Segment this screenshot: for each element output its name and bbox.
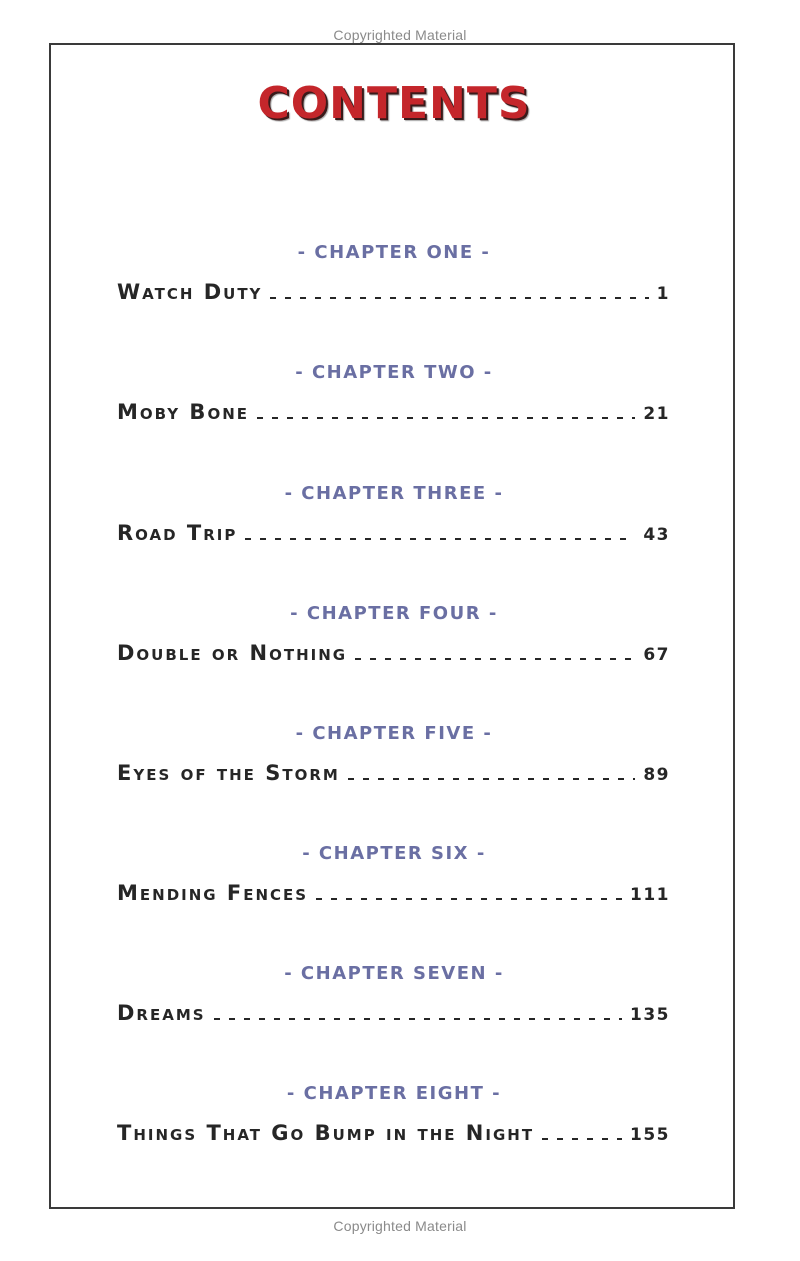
page-number: 1 (656, 284, 670, 304)
page-number: 155 (630, 1125, 670, 1145)
chapter-label: - CHAPTER EIGHT - (286, 1083, 502, 1104)
chapter-label: - CHAPTER TWO - (295, 362, 493, 383)
dot-leader (355, 658, 635, 660)
toc-line (117, 400, 670, 430)
chapter-label: - CHAPTER SEVEN - (284, 963, 504, 984)
toc-line (117, 1001, 670, 1031)
chapter-label: - CHAPTER SIX - (302, 843, 486, 864)
dot-leader (245, 538, 635, 540)
page-number: 89 (643, 765, 670, 785)
copyright-watermark-top: Copyrighted Material (333, 27, 467, 43)
toc-line (117, 280, 670, 310)
dot-leader (348, 778, 636, 780)
toc-line (117, 1121, 670, 1151)
page-frame (49, 43, 735, 1209)
page-number: 43 (643, 525, 670, 545)
chapter-title: Road Trip (117, 521, 238, 545)
chapter-label: - CHAPTER FIVE - (295, 723, 493, 744)
page-number: 135 (630, 1005, 670, 1025)
toc-line (117, 641, 670, 671)
chapter-title: Moby Bone (117, 400, 249, 424)
page-title: CONTENTS (257, 78, 531, 129)
chapter-title: Eyes of the Storm (117, 761, 340, 785)
toc-line (117, 521, 670, 551)
chapter-label: - CHAPTER THREE - (284, 483, 504, 504)
toc-line (117, 881, 670, 911)
toc-line (117, 761, 670, 791)
page-number: 21 (643, 404, 670, 424)
copyright-watermark-bottom: Copyrighted Material (333, 1218, 467, 1234)
dot-leader (316, 898, 622, 900)
page-number: 111 (630, 885, 670, 905)
dot-leader (542, 1138, 622, 1140)
dot-leader (214, 1018, 622, 1020)
chapter-label: - CHAPTER ONE - (297, 242, 491, 263)
chapter-title: Watch Duty (117, 280, 263, 304)
page-number: 67 (643, 645, 670, 665)
dot-leader (270, 297, 648, 299)
chapter-label: - CHAPTER FOUR - (290, 603, 498, 624)
chapter-title: Dreams (117, 1001, 206, 1025)
chapter-title: Mending Fences (117, 881, 309, 905)
chapter-title: Double or Nothing (117, 641, 348, 665)
chapter-title: Things That Go Bump in the Night (117, 1121, 535, 1145)
dot-leader (257, 417, 635, 419)
